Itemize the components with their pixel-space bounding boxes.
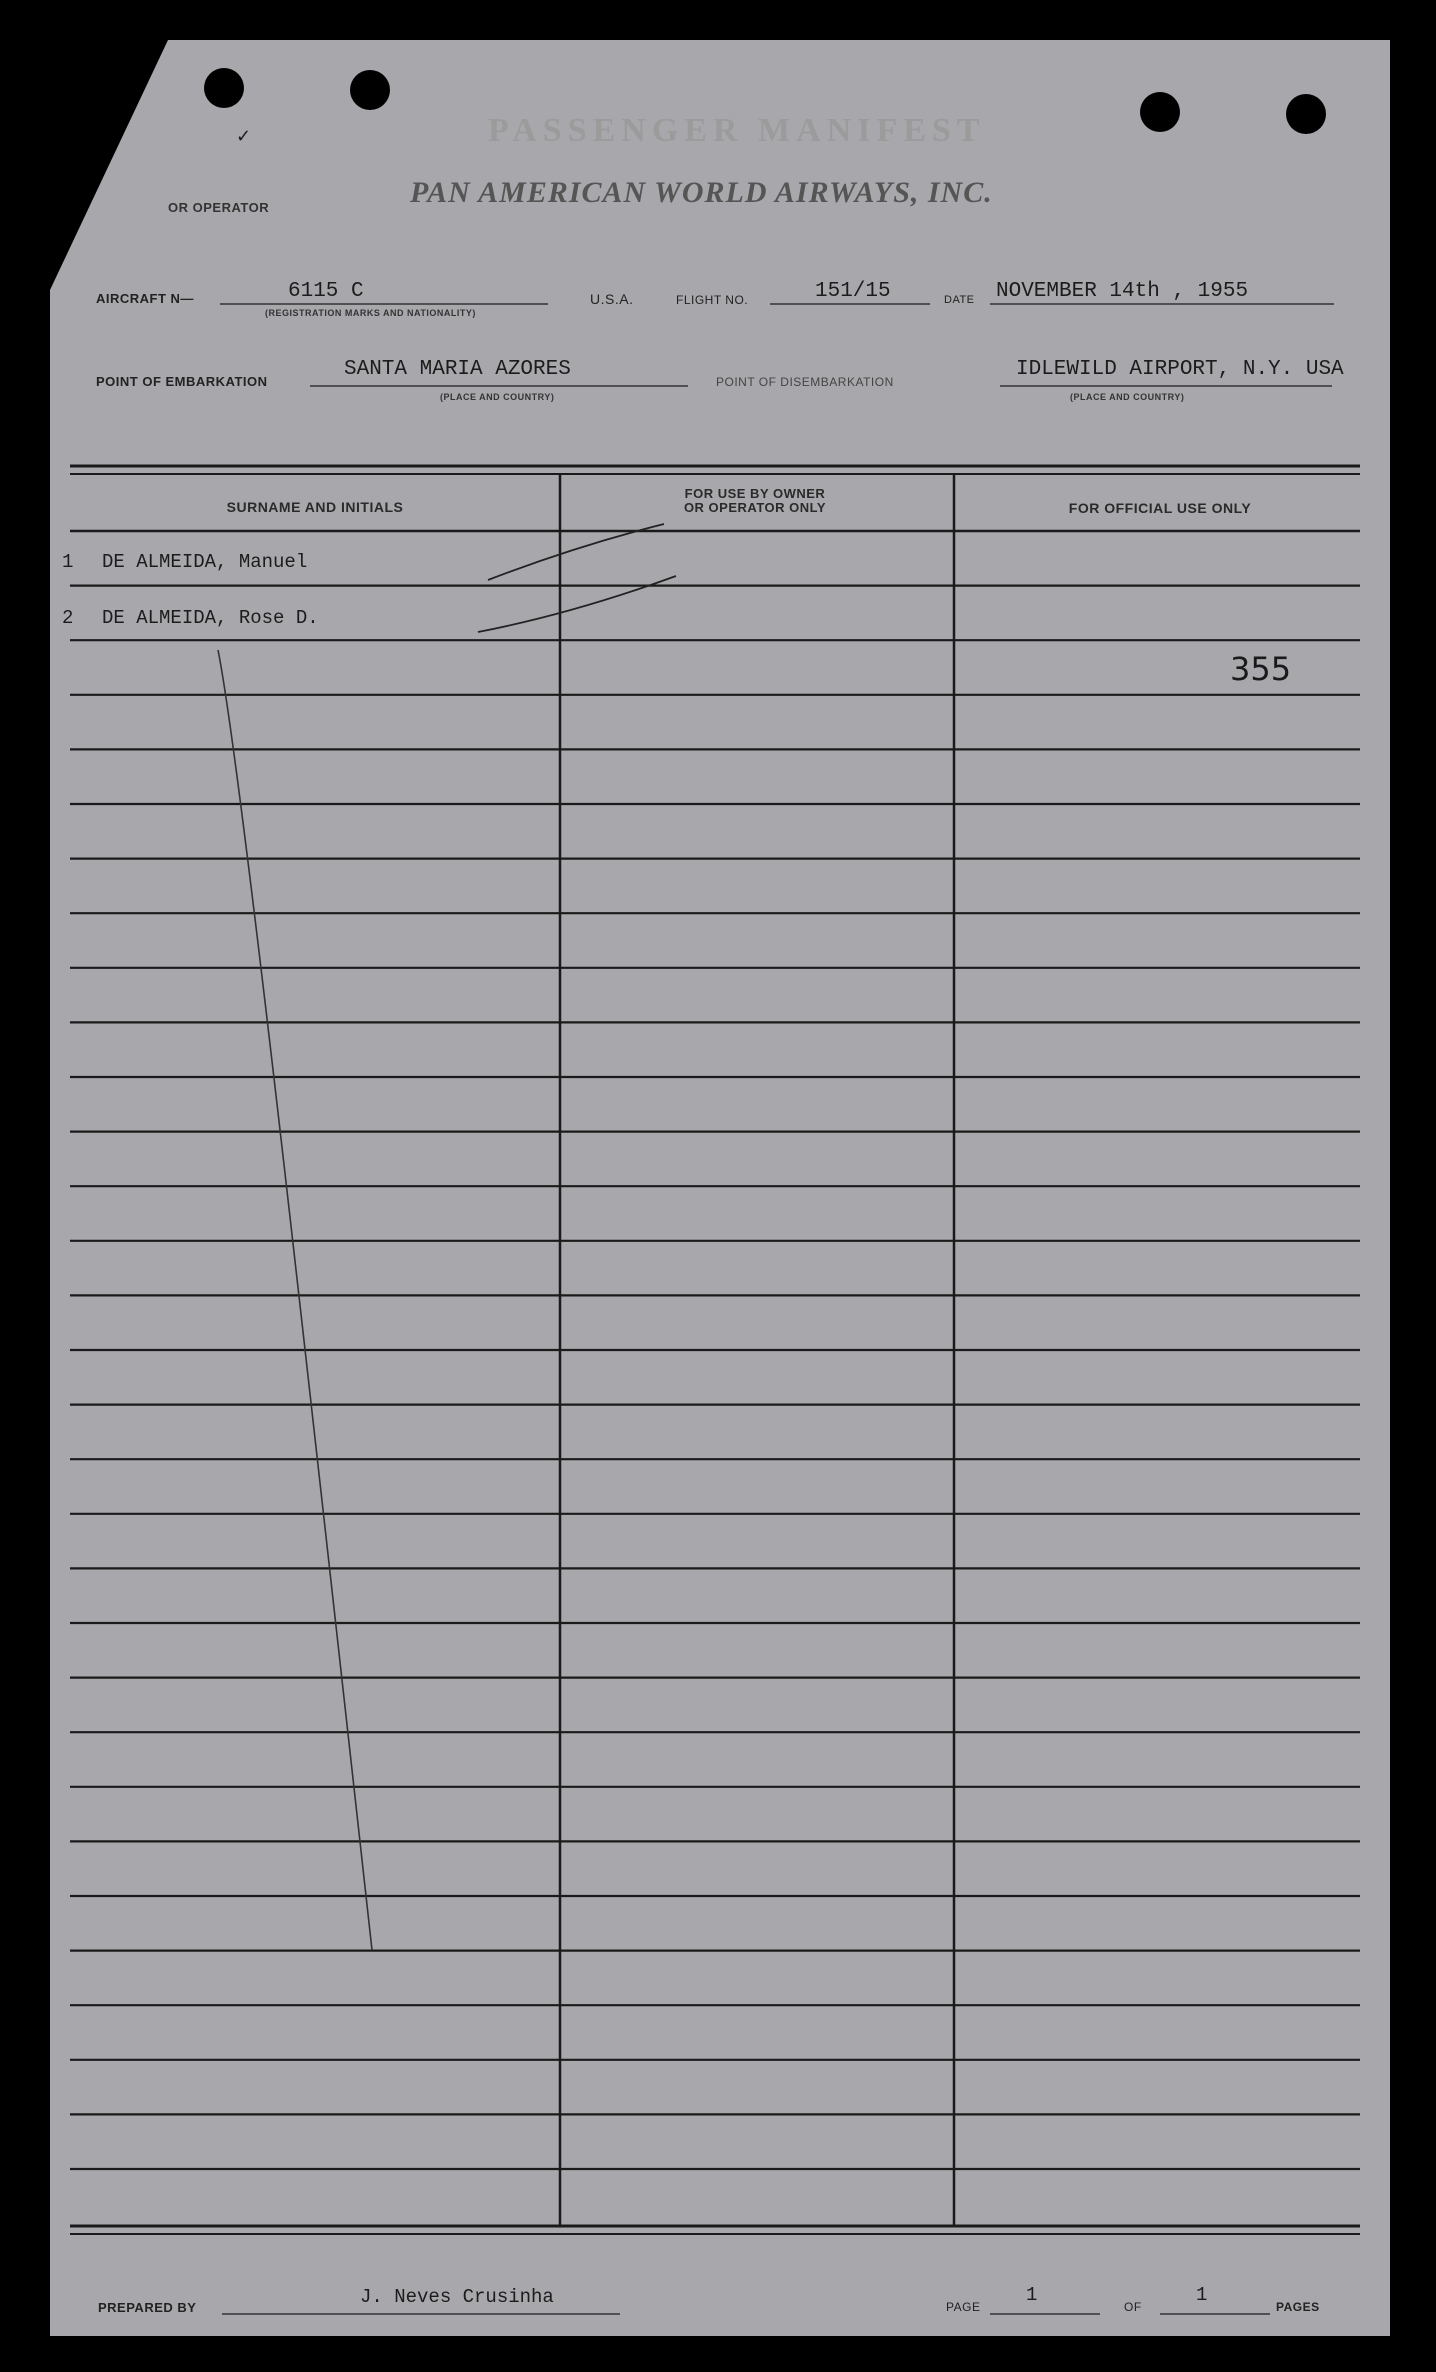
pen-stroke xyxy=(488,524,664,580)
disembarkation-label: POINT OF DISEMBARKATION xyxy=(716,375,894,389)
disembarkation-value: IDLEWILD AIRPORT, N.Y. USA xyxy=(1016,358,1344,381)
col-owner-line1: FOR USE BY OWNER xyxy=(684,486,826,501)
country-label: U.S.A. xyxy=(590,291,634,307)
official-note: 355 xyxy=(1230,650,1292,688)
corner-mark: ✓ xyxy=(236,126,252,147)
col-owner-line2: OR OPERATOR ONLY xyxy=(683,500,827,515)
of-value: 1 xyxy=(1196,2284,1208,2306)
passenger-name: DE ALMEIDA, Rose D. xyxy=(102,607,319,629)
aircraft-label: AIRCRAFT N— xyxy=(96,291,194,306)
of-label: OF xyxy=(1124,2300,1142,2314)
page-label: PAGE xyxy=(946,2300,981,2314)
flight-value: 151/15 xyxy=(815,280,891,303)
passenger-number: 2 xyxy=(62,607,74,629)
date-value: NOVEMBER 14th , 1955 xyxy=(996,280,1249,303)
disembarkation-sublabel: (PLACE AND COUNTRY) xyxy=(1070,392,1185,402)
prepared-value: J. Neves Crusinha xyxy=(360,2286,554,2308)
pages-label: PAGES xyxy=(1276,2300,1320,2314)
col-surname: SURNAME AND INITIALS xyxy=(226,499,404,515)
embarkation-sublabel: (PLACE AND COUNTRY) xyxy=(440,392,555,402)
flight-label: FLIGHT NO. xyxy=(676,293,749,307)
passenger-number: 1 xyxy=(62,551,74,573)
col-official: FOR OFFICIAL USE ONLY xyxy=(1068,500,1252,516)
passenger-name: DE ALMEIDA, Manuel xyxy=(102,551,308,573)
page-value: 1 xyxy=(1026,2284,1038,2306)
pen-stroke xyxy=(478,576,676,632)
embarkation-value: SANTA MARIA AZORES xyxy=(344,358,571,381)
manifest-title: PASSENGER MANIFEST xyxy=(488,112,986,149)
prepared-label: PREPARED BY xyxy=(98,2300,197,2315)
aircraft-value: 6115 C xyxy=(288,280,364,303)
operator-label: OR OPERATOR xyxy=(168,200,270,215)
embarkation-label: POINT OF EMBARKATION xyxy=(96,374,268,389)
date-label: DATE xyxy=(944,294,975,306)
company-name: PAN AMERICAN WORLD AIRWAYS, INC. xyxy=(410,176,993,209)
pen-stroke xyxy=(218,650,372,1950)
row-lines xyxy=(70,586,1360,2169)
aircraft-sublabel: (REGISTRATION MARKS AND NATIONALITY) xyxy=(265,308,476,318)
